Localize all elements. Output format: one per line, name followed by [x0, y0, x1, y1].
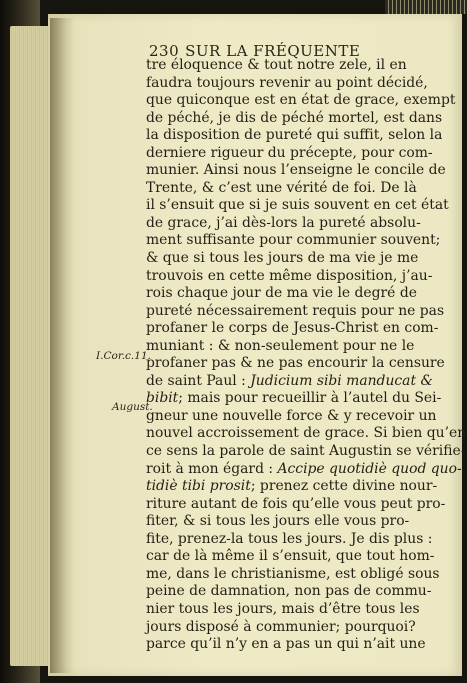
text-line: derniere rigueur du précepte, pour com- — [146, 144, 433, 161]
line-roman: roit à mon égard : — [146, 460, 278, 477]
line-roman-rest: ; prenez cette divine nour- — [250, 478, 438, 495]
line-roman-rest: ; mais pour recueillir à l’autel du Sei- — [178, 390, 442, 407]
text-line: de grace, j’ai dès-lors la pureté absolu- — [146, 214, 421, 231]
text-line: rois chaque jour de ma vie le degré de — [146, 285, 417, 302]
margin-note-augustine: August. — [112, 401, 153, 413]
latin-quote: Judicium sibi manducat & — [250, 372, 433, 389]
page-stack-edges — [10, 26, 50, 666]
line-roman: de saint Paul : — [146, 372, 251, 389]
text-line: faudra toujours revenir au point décidé, — [146, 74, 428, 91]
text-line: fiter, & si tous les jours elle vous pro- — [146, 513, 410, 530]
text-line: parce qu’il n’y en a pas un qui n’ait une — [146, 636, 426, 653]
text-line: muniant : & non-seulement pour ne le — [146, 337, 415, 354]
text-line: peine de damnation, non pas de commu- — [146, 583, 432, 600]
text-line: pureté nécessairement requis pour ne pas — [146, 302, 445, 319]
running-title: SUR LA FRÉQUENTE — [185, 42, 361, 60]
text-line-mixed — [146, 372, 433, 391]
text-line: gneur une nouvelle force & y recevoir un — [146, 407, 437, 424]
text-line-mixed — [146, 390, 442, 408]
text-line: & que si tous les jours de ma vie je me — [146, 250, 419, 267]
latin-quote: Accipe quotidiè quod quo- — [277, 460, 462, 477]
text-line: nouvel accroissement de grace. Si bien qu’en — [146, 425, 467, 442]
text-line: fite, prenez-la tous les jours. Je dis plus : — [146, 530, 433, 547]
latin-quote: bibit — [146, 390, 179, 407]
text-line: tre éloquence & tout notre zele, il en — [146, 57, 407, 73]
text-line: que quiconque est en état de grace, exempt — [146, 92, 456, 109]
text-line: Trente, & c’est une vérité de foi. De là — [146, 179, 417, 196]
text-line-mixed — [146, 460, 462, 479]
text-line-mixed — [146, 478, 438, 496]
cover-edge-strip — [385, 0, 467, 14]
text-line: ment suffisante pour communier souvent; — [146, 232, 441, 249]
text-line: munier. Ainsi nous l’enseigne le concile de — [146, 162, 446, 179]
spine-shadow — [50, 18, 74, 673]
page-number: 230 — [149, 42, 180, 60]
text-line: trouvois en cette même disposition, j’au- — [146, 267, 433, 284]
text-line: car de là même il s’ensuit, que tout hom- — [146, 548, 435, 565]
text-line: riture autant de fois qu’elle vous peut pro- — [146, 495, 446, 512]
text-line: la disposition de pureté qui suffit, selon la — [146, 127, 443, 144]
text-line: de péché, je dis de péché mortel, est dans — [146, 109, 443, 126]
text-line: profaner le corps de Jesus-Christ en com- — [146, 320, 439, 337]
text-line: ce sens la parole de saint Augustin se vérifie- — [146, 443, 466, 460]
latin-quote: tidiè tibi prosit — [146, 478, 251, 495]
text-line: nier tous les jours, mais d’être tous les — [146, 600, 420, 617]
text-line: jours disposé à communier; pourquoi? — [146, 618, 416, 635]
margin-note-corinthians: I.Cor.c.11. — [96, 350, 151, 362]
body-text — [146, 57, 467, 654]
text-line: profaner pas & ne pas encourir la censure — [146, 355, 445, 372]
text-line: me, dans le christianisme, est obligé sous — [146, 565, 440, 582]
text-line: il s’ensuit que si je suis souvent en cet état — [146, 197, 449, 214]
